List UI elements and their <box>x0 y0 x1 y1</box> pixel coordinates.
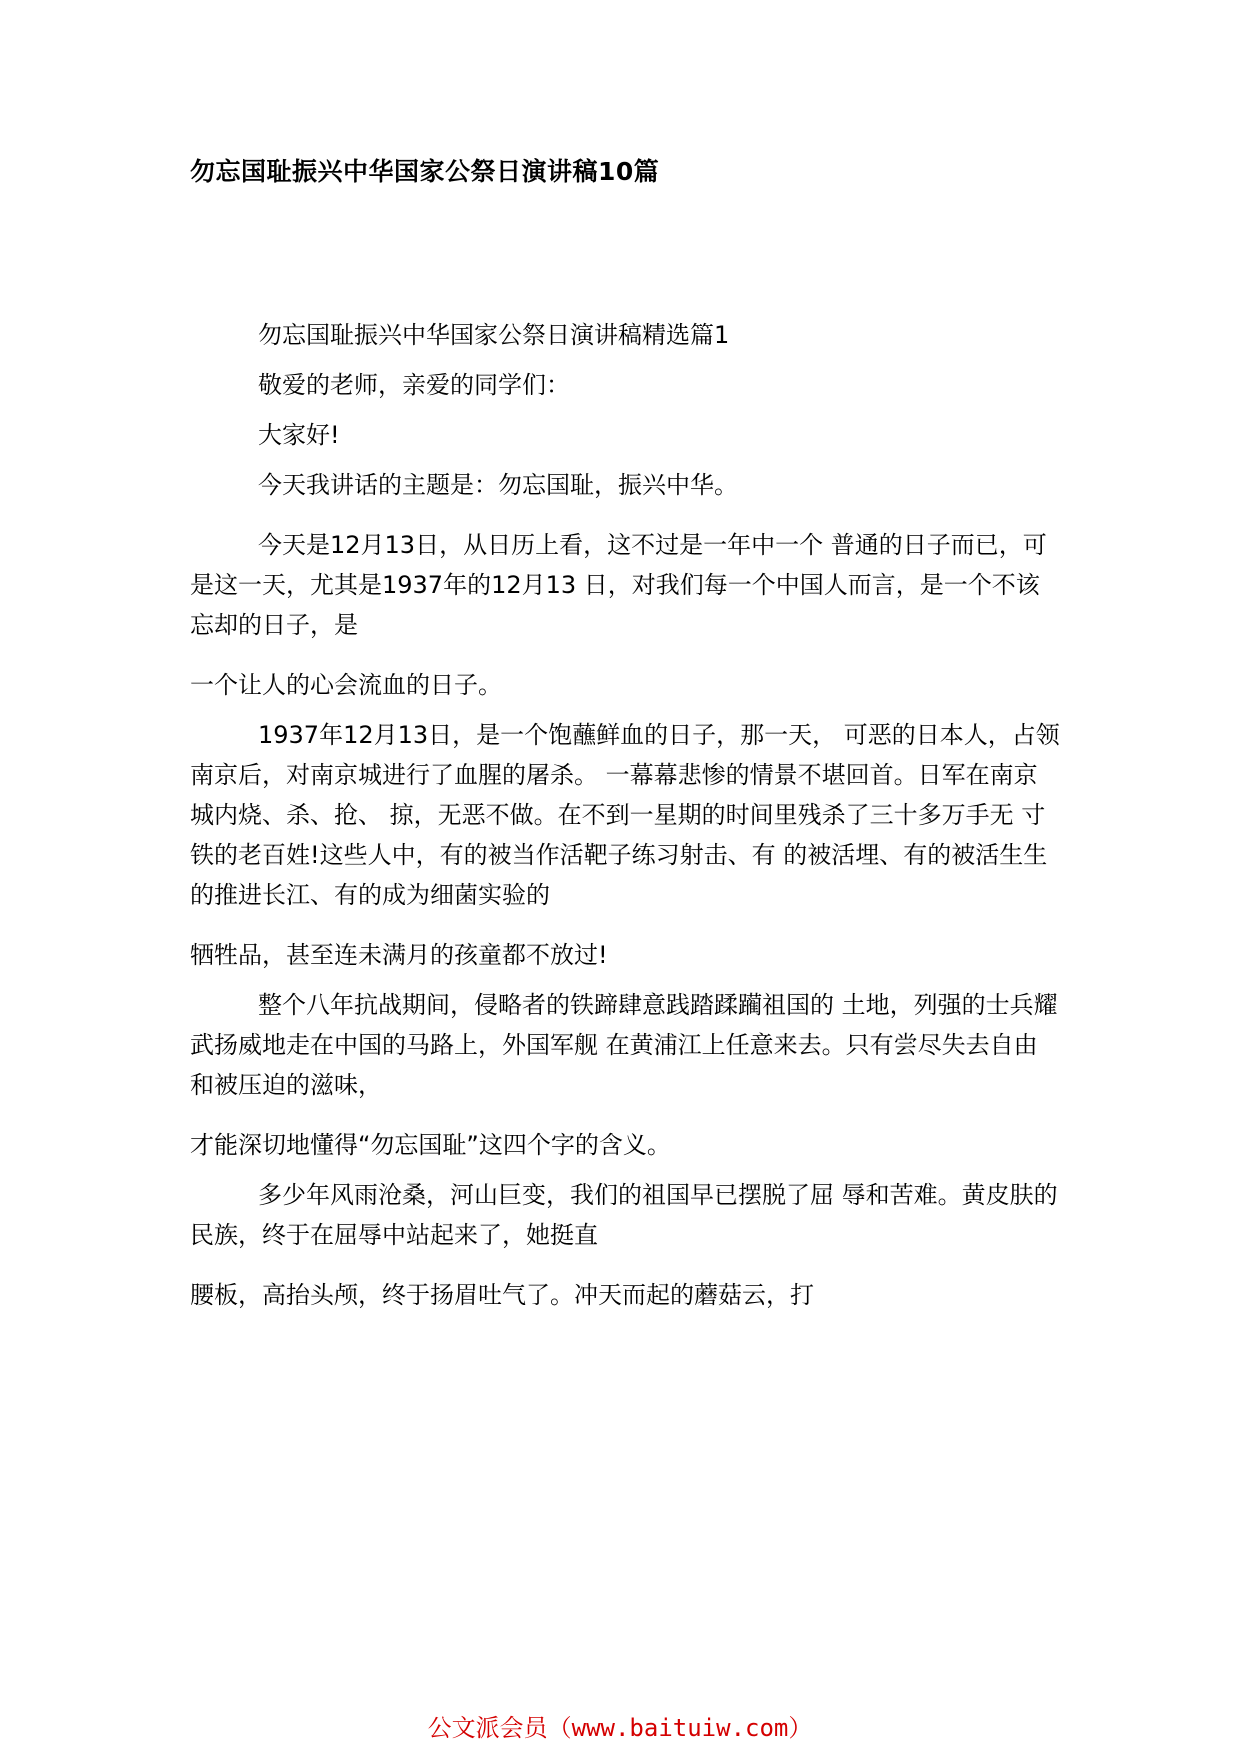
section-heading: 勿忘国耻振兴中华国家公祭日演讲稿精选篇1 <box>258 321 730 349</box>
document-body <box>190 315 1060 1315</box>
body-paragraph: 整个八年抗战期间，侵略者的铁蹄肆意践踏蹂躏祖国的 土地，列强的士兵耀武扬威地走在中国的马路上，外国军舰 在黄浦江上任意来去。只有尝尽失去自由和被压迫的滋味， <box>190 991 1058 1099</box>
body-paragraph: 牺牲品，甚至连未满月的孩童都不放过! <box>190 941 608 969</box>
body-paragraph: 腰板，高抬头颅，终于扬眉吐气了。冲天而起的蘑菇云，打 <box>190 1281 814 1309</box>
body-paragraph: 才能深切地懂得“勿忘国耻”这四个字的含义。 <box>190 1131 671 1159</box>
topic-line: 今天我讲话的主题是：勿忘国耻，振兴中华。 <box>258 471 738 499</box>
document-title: 勿忘国耻振兴中华国家公祭日演讲稿10篇 <box>190 157 660 186</box>
body-paragraph: 多少年风雨沧桑，河山巨变，我们的祖国早已摆脱了屈 辱和苦难。黄皮肤的民族，终于在屈辱中站起来了，她挺直 <box>190 1181 1058 1249</box>
footer-brand: 公文派会员 <box>427 1714 548 1742</box>
body-paragraph: 今天是12月13日，从日历上看，这不过是一年中一个 普通的日子而已，可是这一天，尤其是1937年的12月13 日，对我们每一个中国人而言，是一个不该忘却的日子，是 <box>190 531 1047 639</box>
body-paragraph: 1937年12月13日，是一个饱蘸鲜血的日子，那一天， 可恶的日本人，占领南京后，对南京城进行了血腥的屠杀。 一幕幕悲惨的情景不堪回首。日军在南京城内烧、杀、抢、 掠，无恶不做。在不到一星期的时间里残杀了三十多万手无 寸铁的老百姓!这些人中，有的被当作活靶子练习射击、有 的被活埋、有的被活生生的推进长江、有的成为细菌实验的 <box>190 721 1060 909</box>
footer-watermark <box>0 1708 1240 1743</box>
body-paragraph: 一个让人的心会流血的日子。 <box>190 671 502 699</box>
greeting: 大家好! <box>258 421 340 449</box>
footer-url: （www.baituiw.com） <box>547 1714 813 1742</box>
salutation: 敬爱的老师，亲爱的同学们： <box>258 371 570 399</box>
